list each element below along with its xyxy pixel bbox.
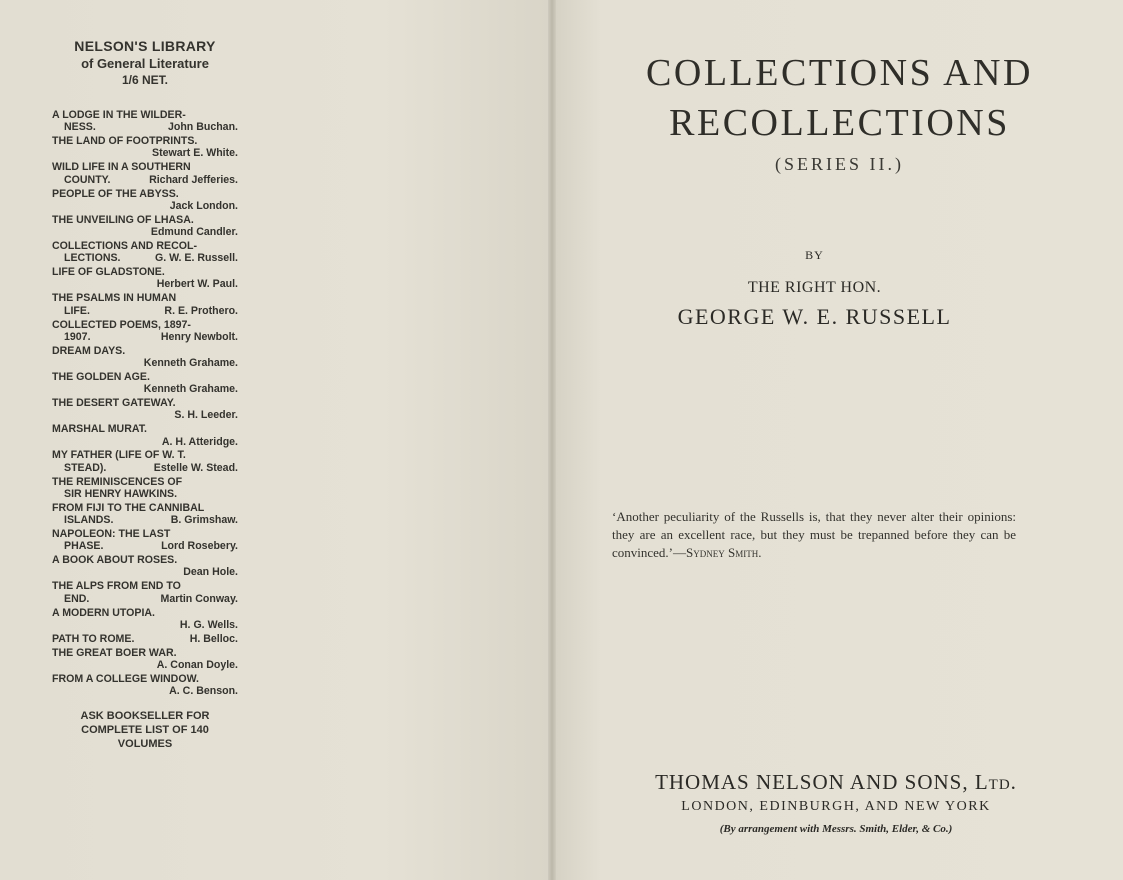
book-title: A MODERN UTOPIA. [52, 606, 155, 619]
book-title: COLLECTIONS AND RECOL- [52, 239, 197, 252]
nelsons-library-advert [52, 38, 238, 751]
book-title: THE ALPS FROM END TO [52, 580, 181, 593]
book-title-cont: SIR HENRY HAWKINS. [64, 487, 178, 500]
book-author: Stewart E. White. [152, 147, 238, 160]
book-gutter [548, 0, 556, 880]
book-title [556, 48, 1123, 148]
publisher-imprint [556, 770, 1116, 835]
book-list-item [52, 161, 238, 186]
book-title-line-2: RECOLLECTIONS [669, 102, 1010, 144]
book-author: G. W. E. Russell. [154, 252, 238, 265]
book-author: A. C. Benson. [169, 685, 238, 698]
by-label: BY [805, 248, 824, 262]
book-author: A. Conan Doyle. [156, 658, 238, 671]
book-author: A. H. Atteridge. [161, 435, 238, 448]
book-list-item [52, 319, 238, 344]
book-title: THE PSALMS IN HUMAN [52, 292, 177, 305]
advert-price: 1/6 NET. [121, 73, 169, 87]
book-title: NAPOLEON: THE LAST [52, 528, 171, 540]
book-list-item [52, 240, 238, 265]
book-author: Henry Newbolt. [160, 330, 238, 343]
publisher-name: THOMAS NELSON AND SONS, [655, 770, 969, 794]
advert-footer-line: VOLUMES [117, 738, 173, 751]
book-list-item [52, 633, 238, 645]
book-list-item [52, 371, 238, 396]
book-title: MY FATHER (LIFE OF W. T. [52, 449, 186, 462]
arrangement-note: (By arrangement with Messrs. Smith, Elder, & Co.) [719, 823, 953, 835]
book-list-item [52, 292, 238, 317]
book-title: THE DESERT GATEWAY. [52, 397, 176, 410]
book-list-item [52, 673, 238, 698]
author-name: GEORGE W. E. RUSSELL [677, 304, 952, 329]
book-list-item [52, 528, 238, 553]
advert-footer [52, 709, 238, 751]
book-list-item [52, 345, 238, 370]
advert-footer-line: COMPLETE LIST OF 140 [81, 724, 209, 737]
title-block [556, 48, 1123, 175]
quote-attribution: Sydney Smith. [686, 545, 762, 560]
book-title-cont: NESS. [64, 121, 96, 134]
book-list-item [52, 214, 238, 239]
advert-header [52, 38, 238, 89]
book-list-item [52, 397, 238, 422]
book-author: Dean Hole. [183, 566, 238, 579]
book-title: PEOPLE OF THE ABYSS. [52, 187, 179, 200]
book-title-cont: LECTIONS. [64, 252, 121, 265]
book-title: A LODGE IN THE WILDER- [52, 109, 186, 121]
book-title-cont: LIFE. [64, 304, 90, 317]
book-list-item [52, 607, 238, 632]
book-title: WILD LIFE IN A SOUTHERN [52, 161, 191, 174]
advert-footer-line: ASK BOOKSELLER FOR [80, 710, 210, 723]
advert-subtitle: of General Literature [81, 56, 209, 71]
book-title: THE GOLDEN AGE. [52, 370, 150, 383]
book-title-cont: 1907. [64, 330, 91, 343]
book-author: R. E. Prothero. [164, 304, 238, 317]
book-title: THE GREAT BOER WAR. [52, 646, 177, 659]
book-title-cont: ISLANDS. [64, 514, 114, 527]
book-list-item [52, 449, 238, 474]
book-title: FROM FIJI TO THE CANNIBAL [52, 501, 205, 514]
book-author: Richard Jefferies. [149, 173, 238, 186]
book-author: Kenneth Grahame. [143, 356, 238, 369]
book-list-item [52, 266, 238, 291]
book-author: Martin Conway. [160, 592, 238, 605]
book-title-cont: END. [64, 592, 90, 605]
book-title: A BOOK ABOUT ROSES. [52, 554, 178, 567]
author-honorific: THE RIGHT HON. [747, 279, 882, 296]
book-title: MARSHAL MURAT. [52, 423, 147, 436]
book-list-item [52, 109, 238, 134]
epigraph-quote [612, 508, 1016, 562]
quote-text: ‘Another peculiarity of the Russells is, that they never alter their opinions: they are an excellent race, but they must be trepanned before they can be convinced.’— [612, 509, 1016, 560]
book-title: PATH TO ROME. [52, 632, 135, 645]
book-title-cont: COUNTY. [64, 173, 111, 186]
series-label: (SERIES II.) [775, 154, 904, 174]
book-author: Herbert W. Paul. [156, 278, 238, 291]
book-list-item [52, 647, 238, 672]
book-title: DREAM DAYS. [52, 344, 126, 357]
advert-title: NELSON'S LIBRARY [74, 38, 216, 54]
book-title: THE LAND OF FOOTPRINTS. [52, 135, 198, 148]
book-author: H. Belloc. [189, 632, 238, 645]
book-list-item [52, 476, 238, 501]
book-title: LIFE OF GLADSTONE. [52, 266, 165, 279]
publisher-cities: LONDON, EDINBURGH, AND NEW YORK [681, 799, 991, 814]
book-author: H. G. Wells. [179, 618, 238, 631]
book-title: COLLECTED POEMS, 1897- [52, 318, 191, 331]
book-title-cont: STEAD). [64, 461, 107, 474]
book-author: Lord Rosebery. [161, 540, 238, 553]
book-title: THE REMINISCENCES OF [52, 475, 183, 488]
book-list-item [52, 135, 238, 160]
book-title: FROM A COLLEGE WINDOW. [52, 672, 199, 685]
book-author: B. Grimshaw. [170, 514, 238, 527]
book-author: Estelle W. Stead. [153, 461, 238, 474]
publisher-suffix: Ltd. [974, 770, 1017, 794]
book-list-item [52, 554, 238, 579]
book-title: THE UNVEILING OF LHASA. [52, 213, 194, 226]
book-list-item [52, 188, 238, 213]
book-list-item [52, 580, 238, 605]
book-author: Edmund Candler. [150, 226, 238, 239]
book-title-cont: PHASE. [64, 540, 104, 553]
book-list [52, 109, 238, 697]
book-author: John Buchan. [167, 121, 238, 134]
book-author: Kenneth Grahame. [143, 383, 238, 396]
book-title-line-1: COLLECTIONS AND [646, 52, 1033, 94]
book-list-item [52, 502, 238, 527]
book-author: Jack London. [169, 199, 238, 212]
book-author: S. H. Leeder. [174, 409, 238, 422]
publisher-name-line [556, 770, 1116, 795]
book-list-item [52, 423, 238, 448]
